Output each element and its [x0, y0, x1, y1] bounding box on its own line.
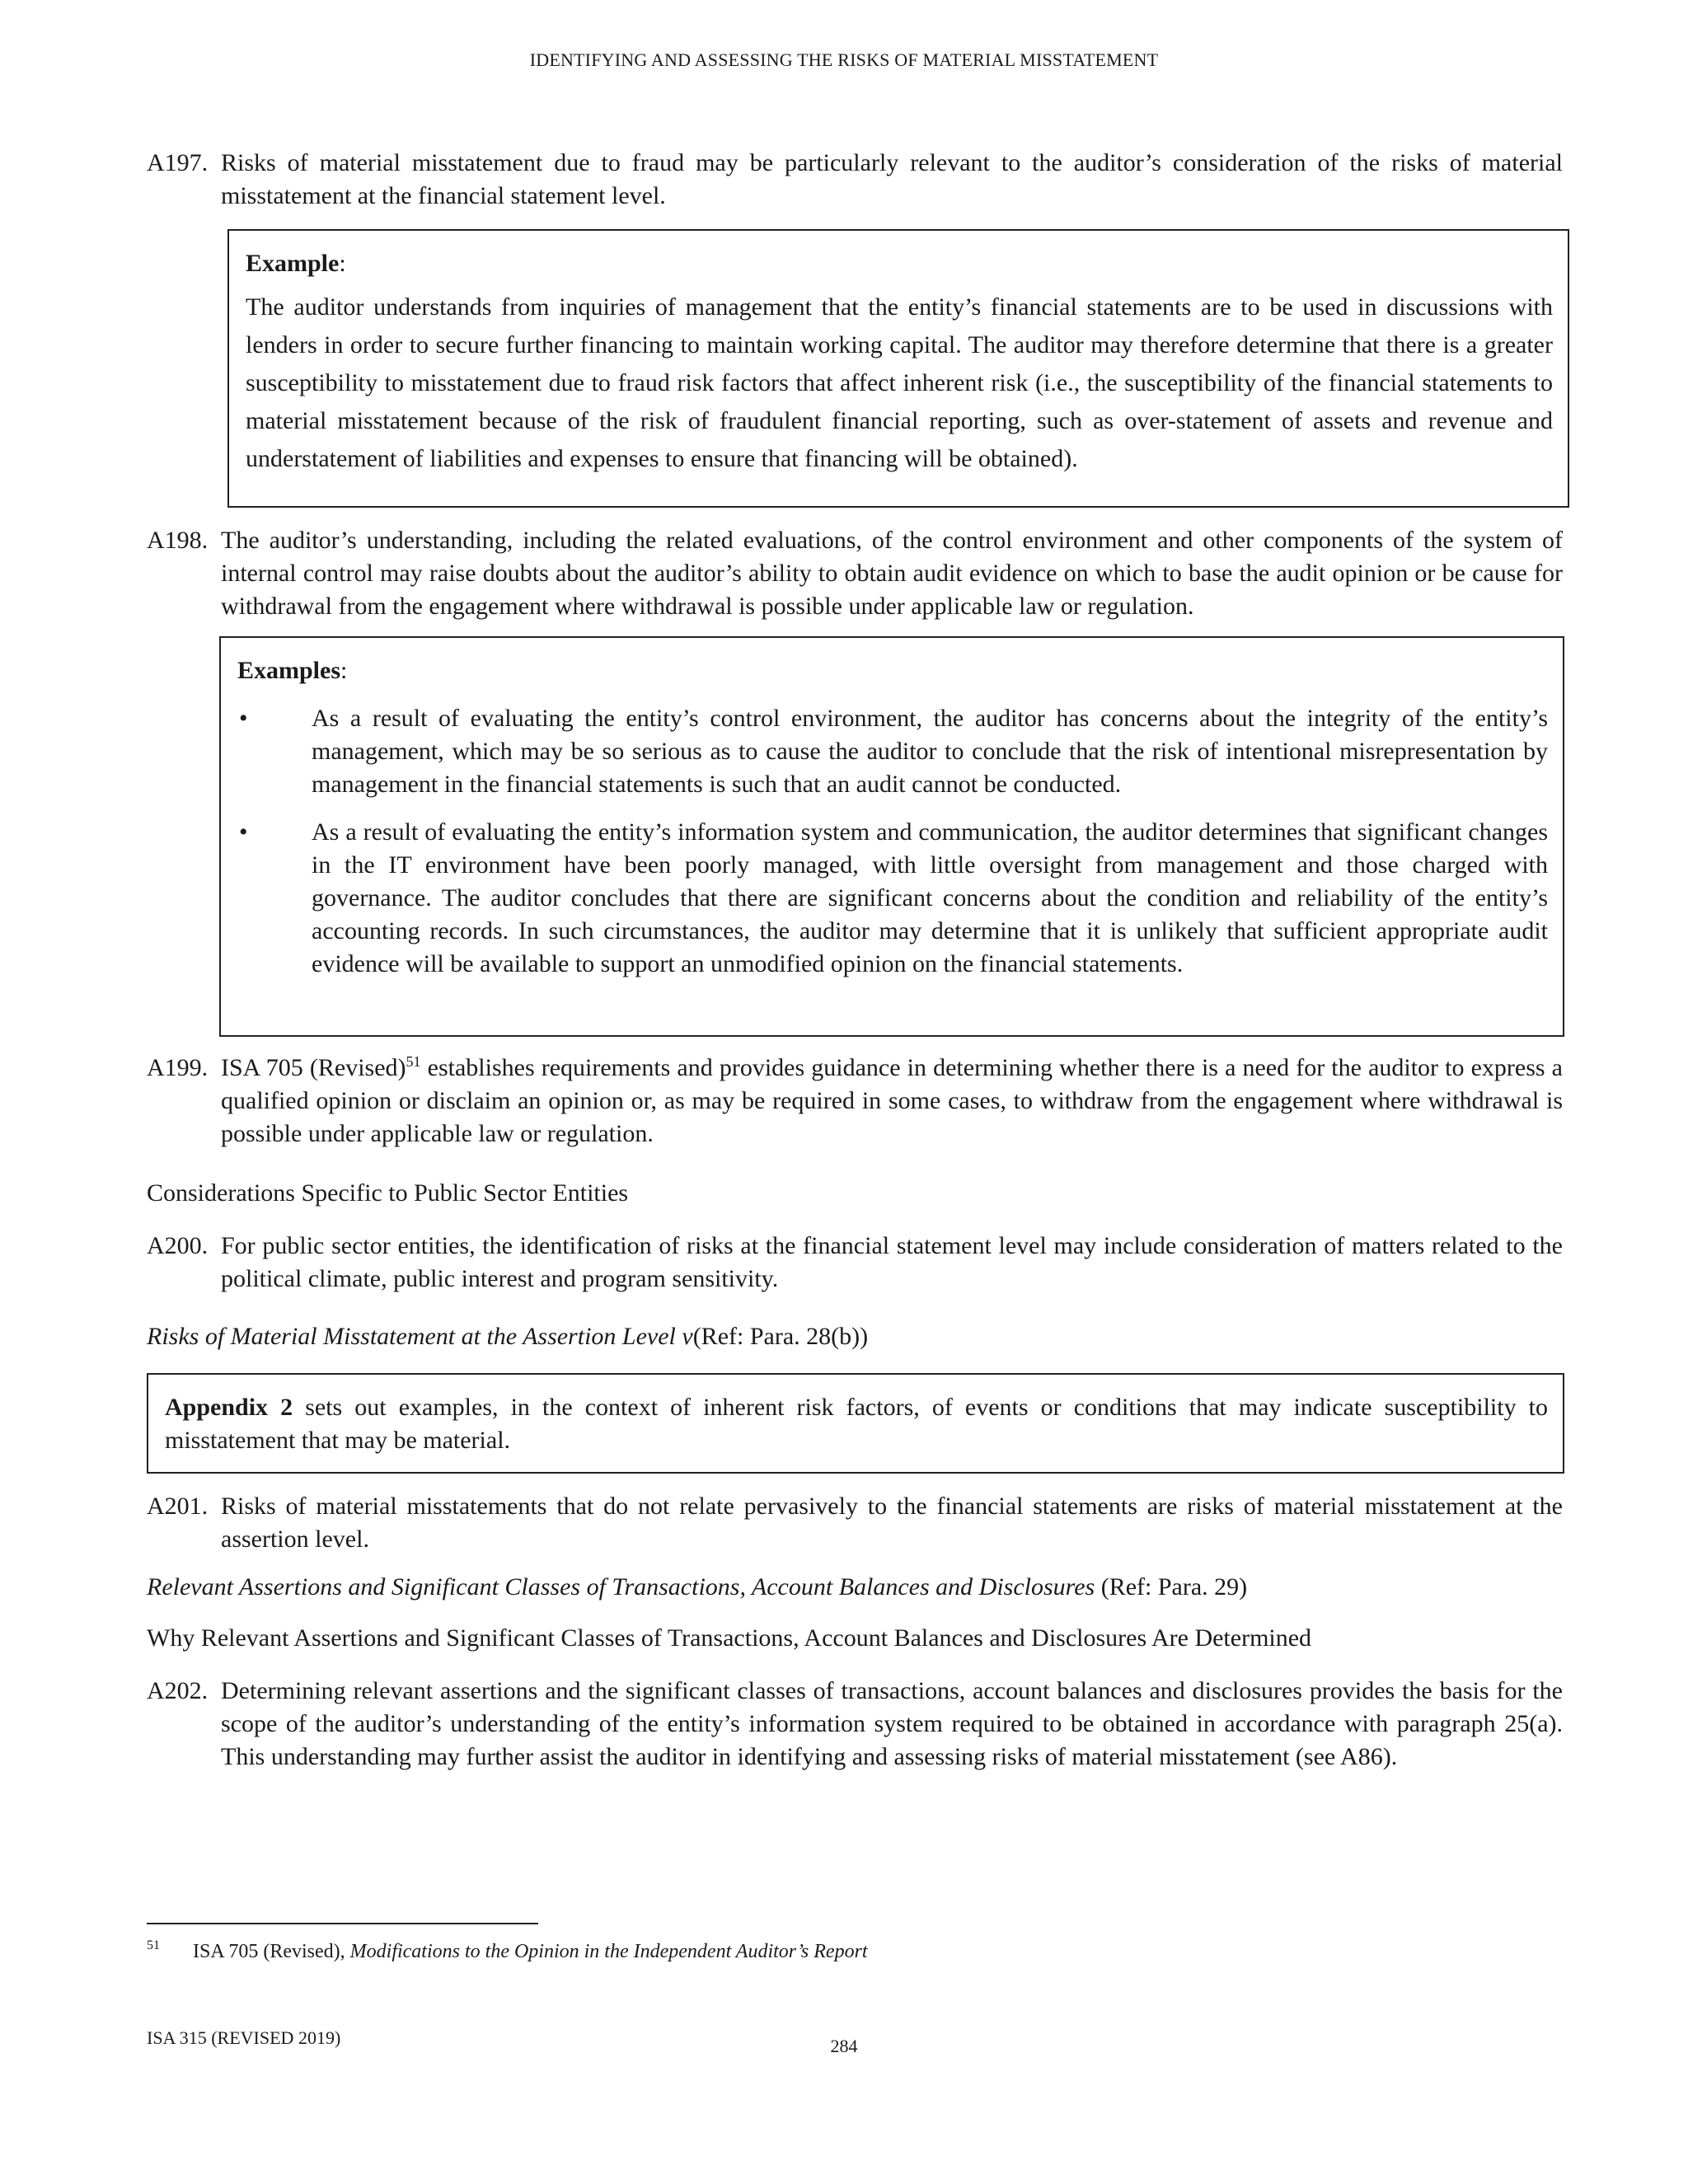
paragraph-text: ISA 705 (Revised)$^{51}$ establishes requirements and provides guidance in determining whether there is a need for the auditor to express a qualified opinion or disclaim an opinion or, as may be required in some cases, to withdraw from the engagement where withdrawal is possible under applicable law or regulation.: [221, 1053, 1563, 1147]
paragraph-a198: [147, 524, 1563, 623]
paragraph-text: Risks of material misstatements that do not relate pervasively to the financial statements are risks of material misstatement at the assertion level.: [221, 1493, 1563, 1553]
paragraph-number: A198.: [147, 527, 209, 554]
bullet-text: As a result of evaluating the entity’s information system and communication, the auditor determines that significant changes in the IT environment have been poorly managed, with little oversight from management and those charged with governance. The auditor concludes that there are significant concerns about the condition and reliability of the entity’s accounting records. In such circumstances, the auditor may determine that it is unlikely that sufficient appropriate audit evidence will be available to support an unmodified opinion on the financial statements.: [312, 818, 1548, 977]
paragraph-number: A197.: [147, 149, 209, 176]
paragraph-number: A200.: [147, 1232, 209, 1259]
examples-box: [219, 636, 1564, 1037]
bullet-icon: •: [239, 818, 248, 846]
page-number: 284: [830, 2036, 858, 2056]
paragraph-text: Risks of material misstatement due to fraud may be particularly relevant to the auditor’s consideration of the risks of material misstatement at the financial statement level.: [221, 149, 1563, 209]
paragraph-number: A199.: [147, 1054, 209, 1081]
paragraph-a199: [147, 1052, 1563, 1151]
appendix-box: Appendix 2 sets out examples, in the context of inherent risk factors, of events or conditions that may indicate susceptibility to misstatement that may be material.: [147, 1373, 1564, 1474]
footer-standard-label: ISA 315 (REVISED 2019): [147, 2027, 341, 2048]
footnote-divider: [147, 1923, 538, 1924]
paragraph-text: The auditor’s understanding, including the related evaluations, of the control environment and other components of the system of internal control may raise doubts about the auditor’s ability to obtain audit evidence on which to base the audit opinion or be cause for withdrawal from the engagement where withdrawal is possible under applicable law or regulation.: [221, 527, 1563, 620]
paragraph-number: A201.: [147, 1493, 209, 1520]
appendix-link[interactable]: Appendix 2: [165, 1394, 293, 1421]
example-label: Example:: [246, 250, 346, 277]
footnote-51: $^{51}$ ISA 705 (Revised), Modifications to the Opinion in the Independent Auditor’s Report: [147, 1938, 868, 1962]
section-heading-assertion-level: Risks of Material Misstatement at the Assertion Level v(Ref: Para. 28(b)): [147, 1323, 869, 1350]
paragraph-a202: [147, 1675, 1563, 1774]
bullet-text: As a result of evaluating the entity’s control environment, the auditor has concerns about the integrity of the entity’s management, which may be so serious as to cause the auditor to conclude that the risk of intentional misrepresentation by management in the financial statements is such that an audit cannot be conducted.: [312, 705, 1548, 798]
section-heading-public-sector: Considerations Specific to Public Sector Entities: [147, 1179, 629, 1207]
paragraph-text: Determining relevant assertions and the significant classes of transactions, account balances and disclosures provides the basis for the scope of the auditor’s understanding of the entity’s information system required to be obtained in accordance with paragraph 25(a). This understanding may further assist the auditor in identifying and assessing risks of material misstatement (see A86).: [221, 1677, 1563, 1770]
running-head: IDENTIFYING AND ASSESSING THE RISKS OF MATERIAL MISSTATEMENT: [529, 49, 1159, 70]
list-item: [237, 816, 1548, 981]
section-heading-relevant-assertions: Relevant Assertions and Significant Classes of Transactions, Account Balances and Disclosures (Ref: Para. 29): [147, 1573, 1248, 1601]
paragraph-a200: [147, 1230, 1563, 1296]
examples-label: Examples:: [237, 657, 348, 684]
paragraph-number: A202.: [147, 1677, 209, 1704]
footnote-ref[interactable]: 51: [406, 1053, 421, 1070]
example-box: [227, 229, 1569, 508]
section-heading-why: Why Relevant Assertions and Significant Classes of Transactions, Account Balances and Disclosures Are Determined: [147, 1624, 1312, 1652]
paragraph-a201: [147, 1490, 1563, 1556]
example-text: The auditor understands from inquiries of management that the entity’s financial statements are to be used in discussions with lenders in order to secure further financing to maintain working capital. The auditor may therefore determine that there is a greater susceptibility to misstatement due to fraud risk factors that affect inherent risk (i.e., the susceptibility of the financial statements to material misstatement because of the risk of fraudulent financial reporting, such as over-statement of assets and revenue and understatement of liabilities and expenses to ensure that financing will be obtained).: [246, 293, 1553, 472]
list-item: [237, 702, 1548, 801]
paragraph-text: For public sector entities, the identification of risks at the financial statement level may include consideration of matters related to the political climate, public interest and program sensitivity.: [221, 1232, 1563, 1292]
bullet-icon: •: [239, 705, 248, 732]
paragraph-a197: [147, 147, 1563, 213]
